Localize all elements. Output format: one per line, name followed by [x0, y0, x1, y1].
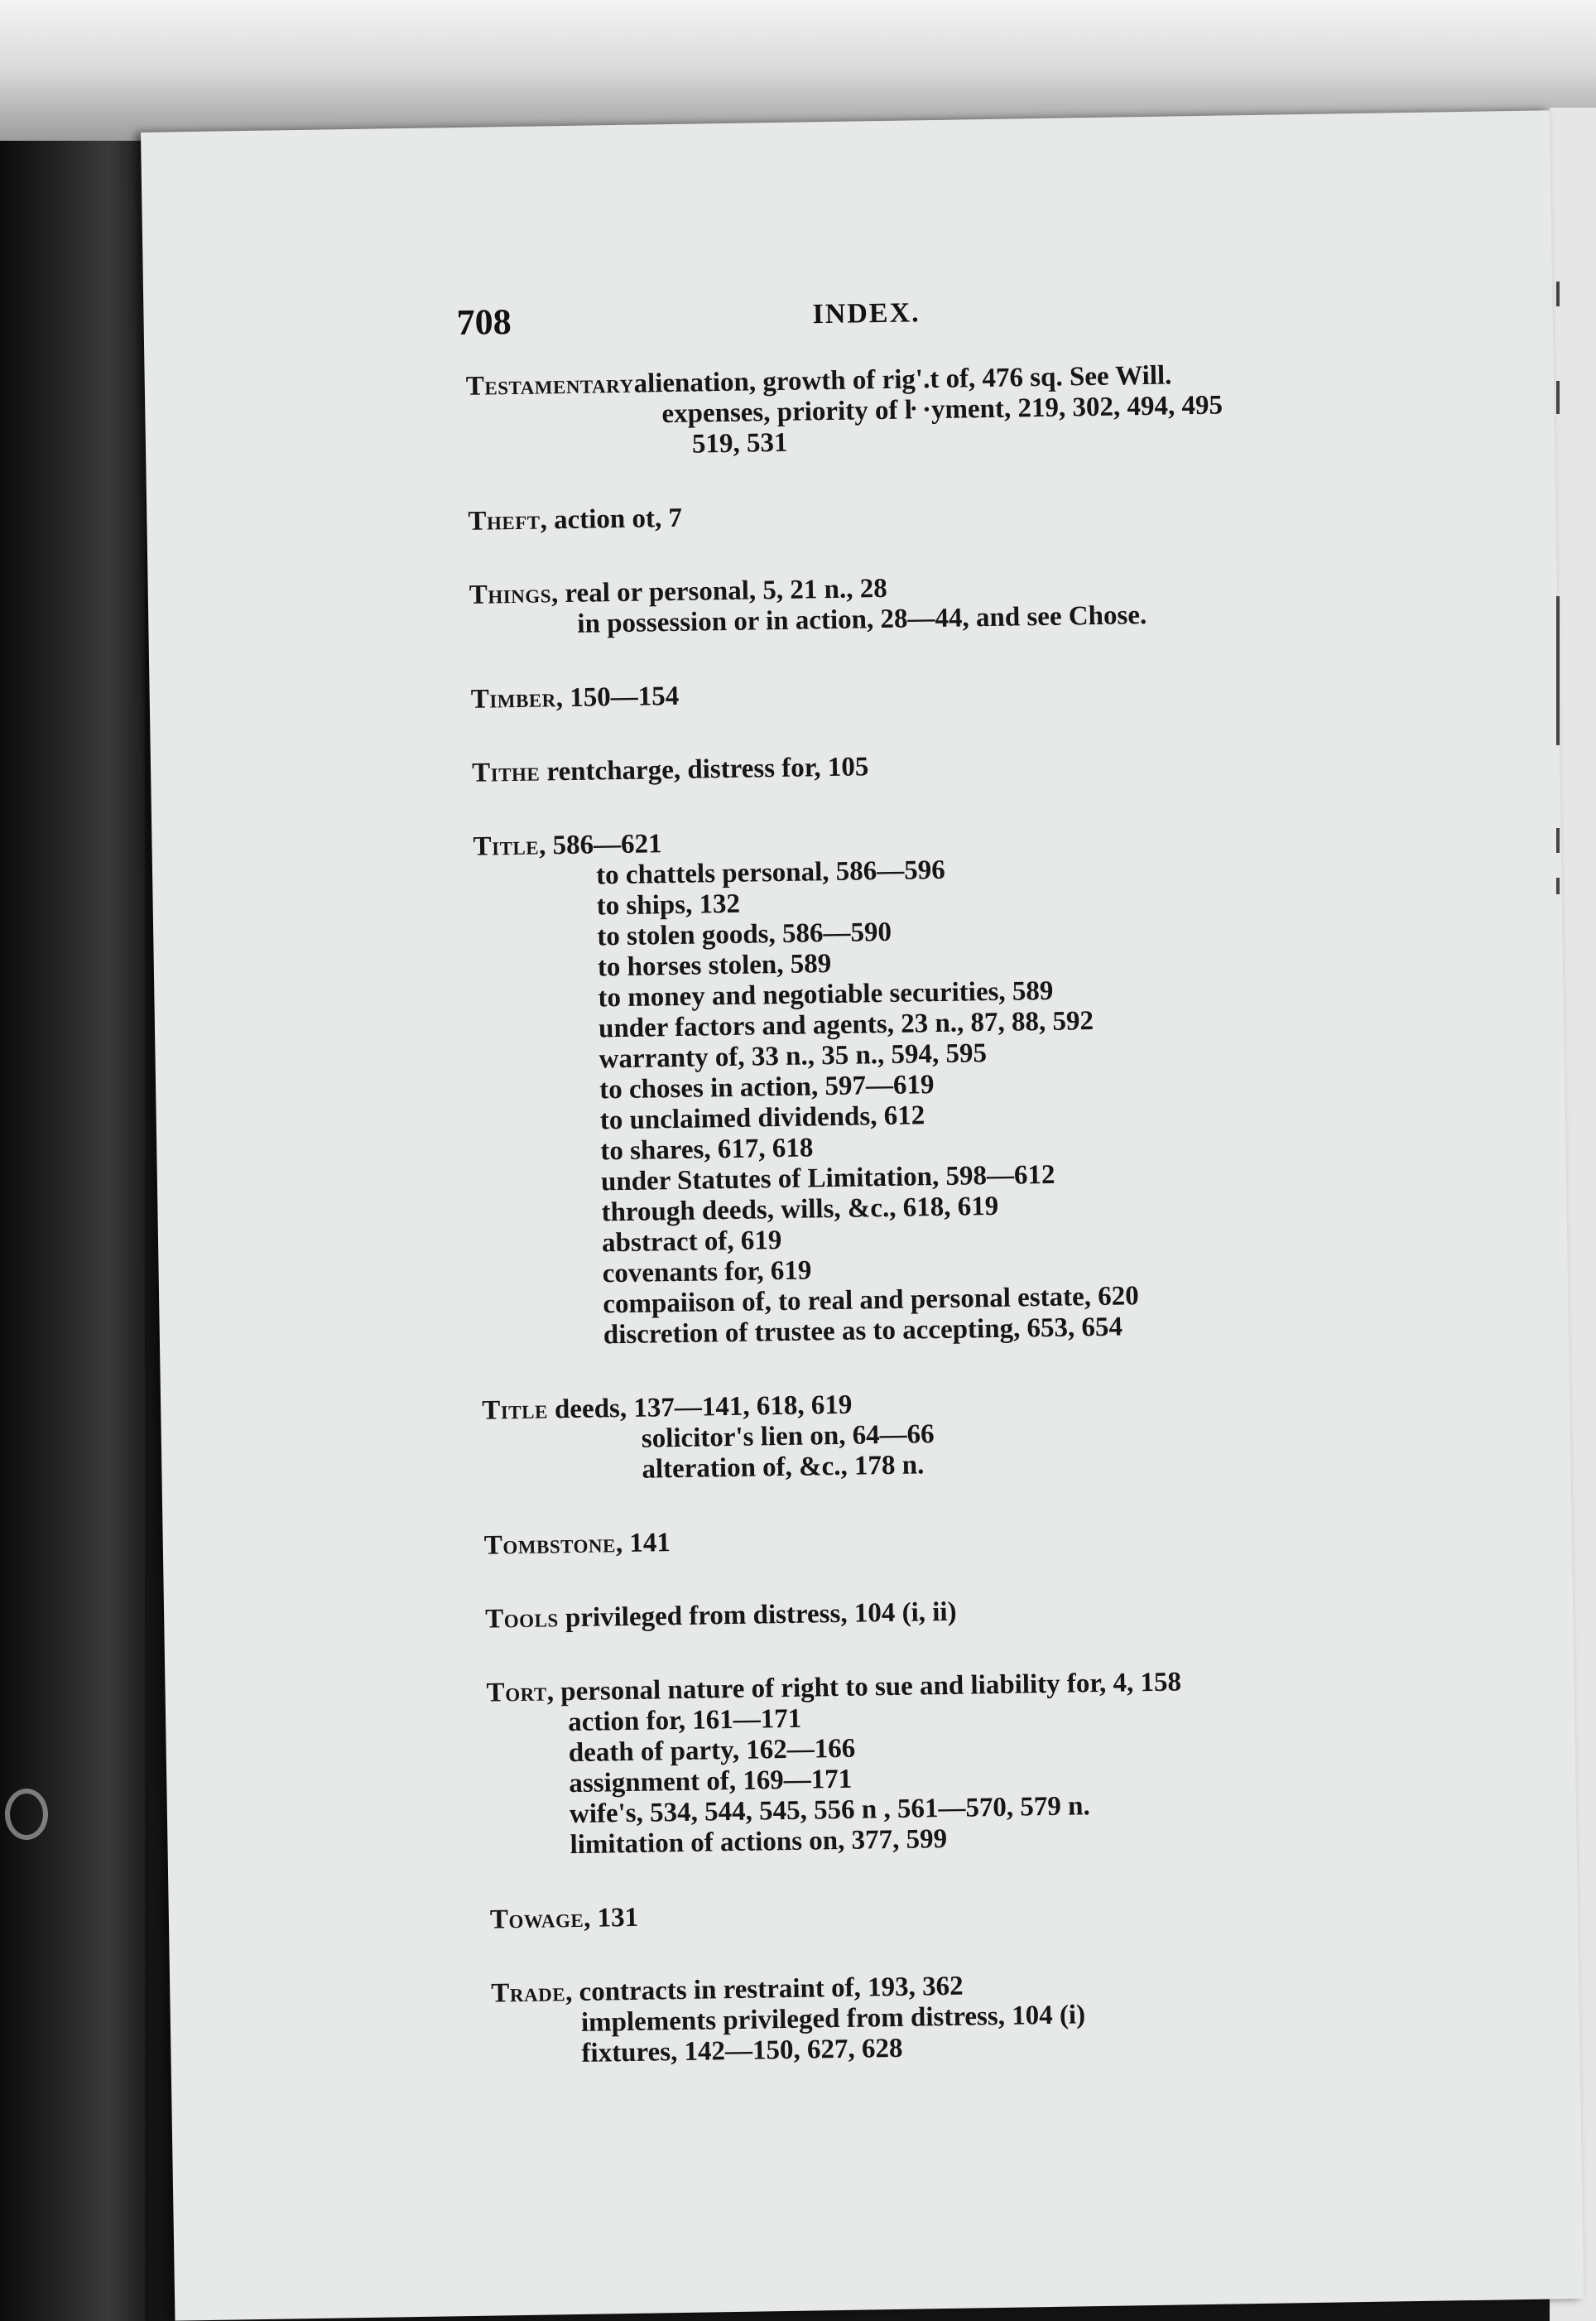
index-heading: Timber [470, 683, 557, 715]
index-text: alienation, growth of rig'.t of, 476 sq. See Will. [633, 360, 1172, 399]
index-entry [473, 815, 1557, 1352]
index-text: through deeds, wills, &c., 618, 619 [601, 1191, 999, 1228]
index-text: death of party, 162—166 [568, 1733, 856, 1769]
index-entry-line [490, 1888, 1566, 1935]
index-text: assignment of, 169—171 [569, 1764, 853, 1799]
book-page [141, 110, 1584, 2320]
index-text: in possession or in action, 28—44, and see Chose. [577, 600, 1147, 639]
index-text: action for, 161—171 [567, 1703, 802, 1738]
index-heading: Tools [484, 1603, 559, 1635]
index-entry [482, 1379, 1560, 1487]
index-text: to unclaimed dividends, 612 [599, 1100, 925, 1136]
index-text: covenants for, 619 [602, 1255, 812, 1289]
index-text: under factors and agents, 23 n., 87, 88, 592 [598, 1006, 1094, 1044]
index-entry-line [485, 1587, 1561, 1635]
index-text: wife's, 534, 544, 545, 556 n , 561—570, 579 n. [569, 1791, 1091, 1830]
index-heading: Title [482, 1394, 549, 1426]
index-entry-line [472, 741, 1548, 788]
index-text: to horses stolen, 589 [597, 949, 832, 983]
scan-blemish [5, 1789, 48, 1840]
index-entry-line [471, 667, 1547, 715]
index-text: to chattels personal, 586—596 [595, 855, 946, 891]
page-number: 708 [456, 301, 512, 344]
index-text: deeds, 137—141, 618, 619 [547, 1389, 853, 1425]
index-entry-line [468, 489, 1544, 537]
index-text: limitation of actions on, 377, 599 [570, 1823, 948, 1861]
scan-dark-border-left [0, 0, 145, 2321]
index-text: expenses, priority of ŀ ·yment, 219, 302, 494, 495 [661, 390, 1223, 430]
index-heading: Trade [491, 1977, 566, 2009]
index-text: alteration of, &c., 178 n. [642, 1450, 925, 1485]
index-heading: Towage [489, 1903, 584, 1935]
index-heading: Title [473, 831, 540, 862]
index-entry [466, 354, 1544, 463]
page-title: INDEX. [812, 297, 921, 330]
index-text: , personal nature of right to sue and liability for, 4, 158 [546, 1667, 1182, 1707]
page-header [456, 287, 1368, 351]
index-text: , 141 [615, 1528, 671, 1559]
index-heading: Testamentary [465, 368, 634, 402]
index-entry [490, 1888, 1566, 1935]
index-text: , 586—621 [538, 829, 662, 861]
index-heading: Tort [486, 1677, 547, 1708]
index-heading: Theft [468, 505, 541, 537]
index-text: compaiison of, to real and personal estate, 620 [603, 1281, 1139, 1320]
index-text: , 131 [583, 1902, 639, 1933]
index-text: rentcharge, distress for, 105 [539, 752, 869, 787]
margin-marks [1556, 248, 1565, 1904]
index-text: to stolen goods, 586—590 [597, 917, 892, 952]
index-entry [468, 489, 1544, 537]
index-text: to ships, 132 [596, 888, 741, 922]
index-heading: Things [469, 579, 552, 610]
index-entry [471, 667, 1547, 715]
index-entry [472, 741, 1548, 788]
index-text: solicitor's lien on, 64—66 [641, 1419, 935, 1454]
index-text: 519, 531 [691, 427, 788, 460]
index-entry [484, 1514, 1560, 1561]
index-text: , 150—154 [555, 681, 680, 714]
index-text: discretion of trustee as to accepting, 653, 654 [603, 1312, 1123, 1351]
index-text: to shares, 617, 618 [600, 1133, 814, 1167]
index-entry [469, 563, 1546, 641]
index-text: warranty of, 33 n., 35 n., 594, 595 [598, 1038, 988, 1075]
index-entry [485, 1587, 1561, 1635]
index-text: , real or personal, 5, 21 n., 28 [550, 573, 887, 609]
index-list [466, 354, 1570, 2113]
index-entry [486, 1661, 1565, 1861]
index-entry-line [484, 1514, 1560, 1561]
index-text: to money and negotiable securities, 589 [598, 975, 1054, 1014]
index-text: , contracts in restraint of, 193, 362 [565, 1971, 964, 2008]
index-heading: Tombstone [483, 1529, 617, 1561]
index-text: to choses in action, 597—619 [598, 1070, 935, 1105]
index-entry [491, 1962, 1569, 2070]
index-text: under Statutes of Limitation, 598—612 [600, 1159, 1055, 1197]
index-text: , action ot, 7 [540, 503, 683, 536]
index-text: implements privileged from distress, 104 (i) [580, 2000, 1086, 2038]
index-heading: Tithe [471, 757, 541, 788]
index-text: privileged from distress, 104 (i, ii) [558, 1596, 957, 1634]
index-text: fixtures, 142—150, 627, 628 [581, 2033, 903, 2068]
index-text: abstract of, 619 [601, 1226, 782, 1259]
